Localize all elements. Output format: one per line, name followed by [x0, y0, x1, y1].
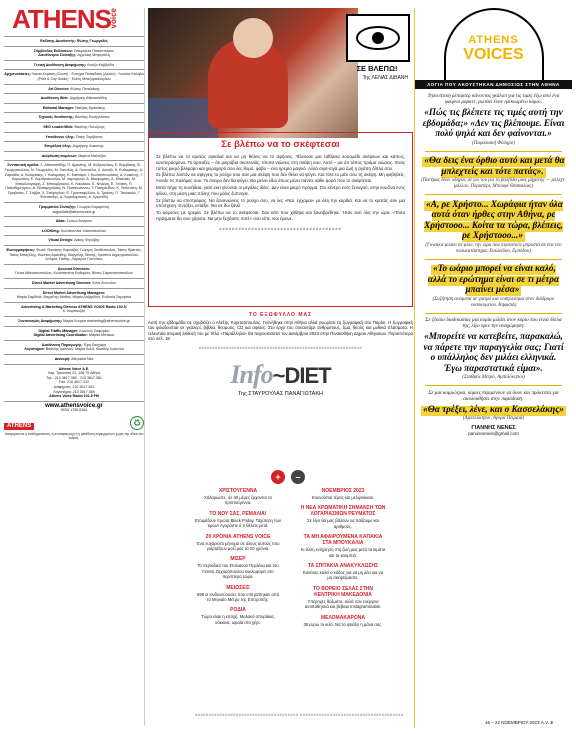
diet-item-text: 38 ευρώ το κιλό. Να τα φτιάξει η μάνα σας.	[303, 621, 383, 627]
masthead	[4, 4, 144, 730]
diet-item-text: Κι άλλη ενόχληση στη ζωή μας μετά τα κιμάτα και τα κουμπιά.	[300, 547, 386, 558]
footer-date: 16 – 22 ΝΟΕΜΒΡΙΟΥ 2023	[485, 720, 540, 725]
diet-item-title: ΤΟ ΒΟΡΕΙΟ ΣΕΛΑΣ ΣΤΗΝ ΚΕΝΤΡΙΚΗ ΜΑΚΕΔΟΝΙΑ	[312, 585, 374, 598]
diet-item-title: ΧΡΙΣΤΟΥΓΕΝΝΑ	[218, 488, 258, 494]
eye-pupil	[372, 32, 384, 44]
masthead-extras	[4, 216, 144, 245]
masthead-role: LOOKimg:	[41, 228, 60, 233]
athens-voices-logo	[444, 8, 544, 80]
photo-figure-head	[233, 18, 273, 58]
masthead-sections	[4, 46, 144, 161]
masthead-section	[4, 69, 144, 83]
diet-item-text: Σε λίγο θα μας βάλουν να παίζουμε και αριθμούς.	[307, 518, 379, 529]
diet-item-title: Η ΝΕΑ ΧΡΩΜΑΤΙΚΗ ΣΗΜΑΝΣΗ ΤΩΝ ΛΟΓΑΡΙΑΣΜΩΝ ΡΕΥΜΑΤΟΣ	[300, 505, 386, 518]
masthead-name: Βασίλης Ευαγγελάτος	[74, 115, 110, 120]
syntaktes-block: Συντακτική ομάδα: Χ. Αθανασιάδης, Π. Αμανίτης, Μ. Ανδρουλάκη, Ε. Βαρβάκης, Β. Γεωργοπούλου, Ν. Γεωργελές, Μ. Γιαννέλη, Δ. Γκουντέλα, Χ. Δανιήλ, Κ. Ευθυμιάκης, Δ. Ζαρκάδα, Α. Καλαμάκης, Ι. Καλομοίρη, Κ. Κατσάρα, Ι. Κωνσταντουλάκη, Α. Κοκκίνης, Γ. Κορωνάκη, Ε. Λαμπροπούλου, Μ. Λαμπρινού, Α. Μαυρομάτη, Α. Μπαλτάς, Μ. Μπουλούγουρη, Ζ. Μπουρζούκου, Κ. Νικολάου, Ε. Ντιλέρη, Ε. Ξενάκη, Π. Παπαδημητρίου, Α. Παπαμιχαλάκη, Ν. Παπαϊωάννου, Τ. Πασχαλίδου, Κ. Πεπελάκη, Μ. Προβατάς, Τ. Σάββα, Χ. Σπύρογλου, Ε. Τριανταφύλλου, Α. Τριάντη, Π. Τσουκαλά, Γ. Φιλιππίδης, Δ. Χαραλάμπους, Α. Χρηστίδη	[4, 160, 144, 202]
diet-item-text: Κανένας καλεί ο κάδος για να μη λέει και να μη σκεφτόμαστε.	[302, 570, 384, 581]
article-title: Σε βλέπω να το σκέφτεσαι	[221, 139, 340, 150]
athens-voice-logo[interactable]	[12, 4, 144, 36]
masthead-extra	[4, 226, 144, 236]
voice-quote	[415, 93, 572, 147]
column-title: ΣΕ ΒΛΕΠΩ!	[356, 64, 398, 73]
masthead-role: Τεχνικός διευθυντής:	[38, 115, 74, 120]
diet-item-text: Χαλαρώστε, σε 40 μέρες έρχονται τα Χριστούγεννα.	[204, 495, 272, 506]
voice-quote	[415, 199, 572, 255]
digital-traffic: Digital Traffic Manager: Κων/νος Ζαφειρίου Digital Advertising Coordinator: Μάρθα Μπάκου	[4, 326, 144, 340]
quote-separator	[425, 194, 562, 195]
account-directors: Account Directors: Γιώτα Αθανασοπούλου, Κωνσταντίνα Ευθυμίου, Βάσω Σαρανταποπούλου	[4, 264, 144, 278]
cover-note-heading: ΤΟ ΕΞΩΦΥΛΛΟ ΜΑΣ	[248, 312, 313, 318]
masthead-role: Visual Design:	[48, 238, 74, 243]
masthead-section	[4, 151, 144, 161]
quote-source: (Παραλιακή Φάληρο)	[472, 140, 515, 146]
diet-item-title: ΡΟΔΙΑ	[230, 607, 246, 614]
se-vlepo-column-head	[342, 14, 412, 82]
masthead-section	[4, 46, 144, 60]
masthead-name: Βασίλης Πολυζώης	[74, 124, 105, 129]
column-divider	[144, 8, 145, 726]
direct-managers: Direct Market Advertising Managers: Μαρία Σαρδελά, Βαγγέλης Μάθας, Μαρία Λαζαρίδου, Ευδοκία Σαμαρίνα	[4, 288, 144, 302]
quote-separator	[425, 385, 562, 386]
masthead-section	[4, 103, 144, 113]
diet-hashbar-right: ######################################	[300, 712, 404, 717]
masthead-section	[4, 60, 144, 70]
masthead-role: Επιμέλεια ύλης:	[44, 144, 72, 149]
info-diet-byline: Της ΣΤΑΥΡΟΥΛΑΣ ΠΑΝΑΓΙΩΤΑΚΗ	[238, 391, 323, 397]
article-box	[148, 132, 413, 307]
masthead-extra	[4, 216, 144, 226]
company-info: Athens Voice Α.Ε. Χαρ. Τρικούπη 22, 106 79 Αθήνα Τηλ.: 210 3617.360 - 210 3617.361 Fax: 210 3617.310 Διαφήμιση: 210 3617.361 Λογιστήριο: 210 3617.369 Athens Voice Radio 102.5 FM	[4, 364, 144, 401]
info-diet-down-column	[300, 488, 386, 632]
voice-quote	[415, 317, 572, 381]
quote-text	[421, 331, 566, 373]
masthead-role: Αρχισυντάκτες:	[4, 72, 31, 77]
up-down-markers	[258, 470, 318, 484]
quote-text	[421, 404, 566, 415]
quote-source: (Πατέρας δίνει οδηγίες σε γιο του για τη βαλβίδα μιας μηχανής — μπλεχτ. μάλλον. Περιστέρι, Μπουφέ Θεσσαλίας)	[421, 178, 566, 189]
page-number: 3	[550, 720, 553, 725]
article-paragraph: Σε βλέπω να επιστρέφεις. Να ξανανιώνεις το ρούχο σου, να λες «Ναι, έρχομαι» με όλη την καρδιά. Και να το κρατάς σαν μια υπόσχεση. Εντάξει, εντάξει. Θα σε δω ξανά.	[156, 197, 405, 209]
badge-row	[4, 416, 144, 430]
masthead-role: Atlas:	[55, 219, 66, 224]
masthead-section	[4, 112, 144, 122]
masthead-role: Διόρθωση κειμένων:	[41, 153, 78, 158]
distribution: Διανομή: Αθηναϊκά Νέα	[4, 354, 144, 364]
diet-item-title: 20 ΧΡΟΝΙΑ ATHENS VOICE	[205, 533, 271, 540]
quote-intro: Σε ζέαλιο διαδικασίας μια κυρία μιλάει στον κύριο που είναι δίπλα της, λίγο πριν την αναχώρηση:	[425, 317, 562, 329]
quote-text-span: «Το ωάριο μπορεί να είναι καλό, αλλά το ερώτημα είναι σε τι μέτρα μπαίνει μέσα»	[427, 263, 560, 294]
masthead-name: Νικήτας Κριτσάκης	[75, 105, 106, 110]
masthead-name: Δημήτρης Κοκκίνης	[72, 144, 104, 149]
quote-text-span: «Πώς τις βλέπετε τις τιμές αυτή την εβδομάδα;» «Δεν τις βλέπουμε. Είναι πολύ ψηλά και δεν φαίνονται.»	[422, 107, 565, 138]
article-paragraph: Σε βλέπω λοιπόν να σφίγγεις το ρούχο σου σαν μια σκέψη που δεν θέλει να φύγει. Και τότε το μάτι σου τη σκέψη. Μη φοβηθείς. Άνοιξε τις παλάμες σου. Το όνειρο δεν θα φύγει. Θα μείνει εδώ όπως μένει πάντα, κάθε φορά που το σκέφτεσαι.	[156, 172, 405, 184]
info-diet-logo: Info~DIET	[230, 360, 331, 389]
quote-source: (Σταθμός Μετρό, Αμπελόκηποι)	[462, 375, 525, 380]
voice-quote	[415, 390, 572, 423]
quote-text-span: «Μπορείτε να κατεβείτε, παρακαλώ, να πάρετε την παραγγελία σας; Γιατί ο υπάλληλος δεν μιλάει ελληνικά. Έγω παραστατικά είμαι».	[423, 331, 564, 373]
quote-text	[421, 107, 566, 139]
masthead-role: Διευθύντρια Σύνταξης:	[38, 53, 77, 58]
masthead-section	[4, 84, 144, 94]
article-paragraph: Το φόρεσες με ηρεμία. Σε βλέπω να το σκέφτεσαι. Σαν κάτι που χάθηκε και ξαναβρέθηκε. Ήταν εκεί όλη την ώρα. «Τόσα πράγματα θα σου χάρισα. Να μην ξεχάσεις ποτέ» σου είπε. Και έμεινε.	[156, 210, 405, 221]
masthead-name: Σταυρούλα Παπασπύρου	[73, 48, 115, 53]
masthead-name: Φώτης Πεπελάκης	[70, 86, 100, 91]
athens-voices-column	[414, 8, 572, 728]
info-diet-header	[148, 362, 413, 397]
quote-source: (Συζήτηση ανάμεσα σε γιατρό και νοσηλεύτρια στον διάδρομο νοσοκομείου. Κηφισιά)	[432, 296, 555, 308]
quote-text-span: «Α, ρε Χρήστο... Χωράφια ήταν όλα αυτά όταν ήρθες στην Αθήνα, ρε Χρήστοοο... Κοίτα τα τώρα, βλέπεις, ρε Χρήστοοο...»	[424, 198, 563, 240]
masthead-extra	[4, 235, 144, 245]
cover-note	[148, 312, 413, 350]
voices-logo-voices: VOICES	[463, 46, 524, 63]
quote-separator	[425, 313, 562, 314]
article-hashline: ######################################	[219, 225, 342, 231]
article-paragraph: Μετά πήρε τη συνήθεια, γιατί εκεί γίνονται οι μεγάλες ιδέες. Δεν είναι μικρό πράγμα. Στο κέντρο ενός ξεναγού, στην κουζίνα ενός φίλου, στη μέση μιας πόλης που μόλις ξύπνησε.	[156, 184, 405, 196]
article-photo	[148, 8, 358, 138]
quote-text-span: «Θα δεις ένα όρθιο αυτό και μετά θα μπλεχτείς και τότε πατάς».	[424, 155, 565, 176]
recycle-icon: ♻	[130, 416, 144, 430]
masthead-name: Τάκης Σκρίβανος	[75, 134, 103, 139]
quote-intro: Τηλεοπτική ρεπόρτερ κάνοντας γκάλοπ για τις τιμές έξω από ένα φούρνο μαρκετ, ρωτάει έναν ηλικιωμένο κύριο:	[427, 93, 560, 105]
footer-abbr: A.V.	[540, 720, 549, 725]
diet-hashbar-left: ######################################	[195, 712, 299, 717]
quote-text	[421, 199, 566, 241]
article-paragraph: Σε βλέπω να το κρατάς αγκαλιά και να μη θέλεις να το αφήσεις. Τέλειωσε μια ταΐθρεια λουομάδι σκέψεων και κάπως, ανυπεράσμενα. Το άρπαξες – ότι μικρόβια σκοτεινιάς, τίποτα νιώσεις στη σκέψη σου. Αυτό – μα ότι τάπος πράμα νιώσεις. Ένας τύπος μικρό βλέφαρο και χειροχειρό σου λες θυμό, φόβο – ένα ηρεμία μαγικό. Αλλά σιγά-σιγά μια ζωή η αγάπη δίπλα σου.	[156, 154, 405, 171]
thumb-down-icon: –	[291, 470, 305, 484]
masthead-name: Δάκης Ψηλόβης	[74, 238, 100, 243]
voice-quote	[415, 155, 572, 190]
diet-item-text: Κουνούπια τέρας και μελιγκόκαιο.	[311, 495, 375, 500]
diet-item-title: ΝΟΕΜΒΡΙΟΣ 2023	[321, 488, 365, 494]
masthead-name: Σώτων Αναγνου	[66, 219, 93, 224]
diet-item-title: ΤΟ ΝΟΥ ΣΑΣ, ΡΕΜΑΛΙΑ!	[209, 510, 267, 517]
diet-item-title: ΜΙΣΕΡ	[230, 556, 246, 563]
masthead-name: Δημήτρης Αθανασιάδης	[69, 96, 108, 101]
diet-item-title: ΤΑ ΣΠΙΤΑΚΙΑ ΑΝΑΚΥΚΛΩΣΗΣ	[307, 563, 379, 570]
info-diet-up-column	[195, 488, 281, 630]
quote-separator	[425, 151, 562, 152]
logo-text: ATHENS	[12, 4, 111, 34]
masthead-name: Λουίζα Καββαδία	[87, 62, 115, 67]
diet-item-title: ΜΕΙΩΣΕΙΣ	[226, 584, 250, 591]
masthead-section	[4, 93, 144, 103]
voices-email[interactable]: panosneneis@gmail.com	[468, 431, 519, 436]
thumb-up-icon: +	[271, 470, 285, 484]
logo-voice: voice	[108, 8, 118, 29]
diet-item-text: Ετοιμάζουν πρώτα Black Friday. Ταχύτερη των τιμών! Αγοράστε ό,τι θέλετε μετά.	[195, 517, 281, 529]
diet-item-text: Το περιοδικό του Στυλιανού Περλέκα και του Γιάννη Ζαχαρόπουλου κυκλοφορεί στο περίπτερο τώρα.	[197, 563, 279, 580]
diet-item-text: 598 οι κινδυνεύουσες που επιτράπηκαν από το Μηνιαίο Μέτρο της Επιτροπής.	[196, 591, 280, 603]
diet-item-text: Ένα ευχάριστο μήνυμα σε όλους αυτούς που γιορτάζουν μαζί μας τα 20 χρόνια.	[196, 540, 280, 552]
page-footer	[485, 720, 553, 725]
quote-source: (Γυναίκα μιλάει σε φίλο, την ώρα που περπατούν μπροστά σε ένα νέο πολυκατάστημα. Ευκλείδου, Εμπέδου)	[425, 242, 562, 254]
masthead-role: Editorial Manager:	[42, 105, 75, 110]
cover-note-hashbar: ############################################################	[198, 344, 363, 350]
athens-small-badge: ATHENS	[4, 423, 34, 430]
masthead-name: Κωνσταντίνα Χιλιανοπούλου	[60, 228, 107, 233]
diet-item-text: Υπέροχες θεάματα, αλλά σαν ενέργεια αντιπαθητικά και βέβαια Instagrammable.	[304, 598, 382, 610]
publisher-line: Εκδότης-Διευθυντής: Φώτης Γεωργελές	[4, 36, 144, 46]
diet-item-text: Τώρα είναι η εποχή. Μαλακό σποράκια, κόκκινα, ωραία στο χέρι.	[201, 614, 275, 625]
masthead-name: Μαρίνα Μαλτέζου	[78, 153, 107, 158]
quote-separator	[425, 259, 562, 260]
quote-text-span: «Θα τρέξει, λένε, και ο Κασσελάκης»	[423, 403, 564, 414]
masthead-role: Σύμβουλος Εκδόσεων:	[33, 48, 73, 53]
production: Διεύθυνση Παραγωγής: Έφη Θεοχάρη Λογιστήριο: Βασίλης Ιωάννου, Μαρία Κουλ, Βασίλης Ιωάννου	[4, 340, 144, 354]
cover-note-body: Αυτή την εβδομάδα σε σχεδιάζει ο Αλέξης Κυριτσόπουλος. Γεννήθηκε στην Αθήνα αλλά γνωρίσει τη ζωγραφική στο Παρίσι. Η ζωγραφική του φιλοξενείται σε γκαλερί, βιβλία, θεσμούς, CD και αφίσες. Στο έργο του συναντάμε ανθρώπους, ζώα, θεούς και μυθικά πλάσματα. Η τελευταία ατομική έκθεσή του με τίτλο «Παράλληλα» θα παρουσιαστεί τον Δεκέμβριο 2023 στην Πινακοθήκη Δήμου Αθηναίων. Περισσότερα στο σελ. 18	[148, 320, 413, 342]
grammateia: Γραμματεία Σύνταξης: Γεωργία Καραμπίνη avgoulidis@athensvoice.gr	[4, 202, 144, 216]
quote-intro: Σε μια κομμώτρια, κύριες περιμένουν να δουν και πρόκειται για ακολουθήσει στην παράδοση:	[428, 389, 559, 402]
voices-logo-athens: ATHENS	[468, 34, 519, 46]
masthead-section	[4, 122, 144, 132]
column-byline: Της ΛΕΝΑΣ ΔΙΒΑΝΗ	[362, 75, 408, 81]
diet-item-title: ΜΕΛΟΜΑΚΑΡΟΝΑ	[320, 614, 366, 621]
photo-credits: Φωτογραφήσεις: Φωτό: Θανάσης Καρατζάς, Γιώργος Σταθόπουλος, Τάσος Βρεττός, Τάσος Μπαζέλης, Κώστας Αμανίδης, Βαγγέλης Τάτσης, Χριστίνα Δημητροπούλου, Σπύρος Στάθης, Λάμπρος Γιαννάτος	[4, 245, 144, 264]
site-link[interactable]: www.athensvoice.gr	[45, 402, 103, 409]
quote-source: (Αμπελόκηποι, Αγορά Πειραιά)	[462, 416, 525, 421]
masthead-section	[4, 141, 144, 151]
masthead-section	[4, 132, 144, 142]
masthead-role: Διεύθυνση Web:	[40, 96, 69, 101]
masthead-role: Υπεύθυνος ύλης:	[45, 134, 75, 139]
quote-text	[421, 263, 566, 295]
site-info: www.athensvoice.gr ISSN 1790-6164 ATHENS ♻ Απαγορεύεται η αναδημοσίευση, η αναπαραγωγή ή η μετάδοση περιεχομένου χωρίς την άδεια του εκδότη.	[4, 402, 144, 440]
masthead-role: SEO Leader/Web:	[43, 124, 74, 129]
direct-market: Direct Market Advertising Director: Άννα Αντωνίου	[4, 278, 144, 288]
eye-logo-box	[346, 14, 410, 62]
voices-quotes	[415, 93, 572, 422]
masthead-name: Αγγελική Μπιρμπίλη	[77, 53, 110, 58]
eye-icon	[356, 26, 400, 50]
masthead-name: Λιανιά Κυρίτση (Cover) · Ευτυχία Παπαδάκη (Δελτίο) · Λουκάς Καλύβα (Print & City Guide) · Ελένη Μπεζαμπάλογλου	[31, 72, 144, 81]
voices-author: ΓΙΑΝΝΗΣ ΝΕΝΕΣ	[471, 425, 516, 431]
masthead-role: Art Director:	[48, 86, 70, 91]
voices-strip: ΛΟΓΙΑ ΠΟΥ ΑΚΟΥΣΤΗΚΑΝ ΔΗΜΟΣΙΩΣ ΣΤΗΝ ΑΘΗΝΑ	[415, 80, 572, 89]
advertising: Advertising & Marketing Director ATHENS VOICE Radio 102.5: Κ. Καρπουζάς	[4, 302, 144, 316]
voice-quote	[415, 263, 572, 309]
article-body	[156, 154, 405, 222]
diet-item-title: ΤΑ ΜΗ ΑΦΑΙΡΟΥΜΕΝΑ ΚΑΠΑΚΙΑ ΣΤΑ ΜΠΟΥΚΑΛΙΑ	[303, 534, 383, 547]
quote-text	[421, 155, 566, 176]
syntonismos: Συντονισμός Διαφήμισης: Μαρία Κουράτ marketing@athensvoice.gr	[4, 316, 144, 326]
masthead-role: Γενική Διεύθυνση Διαφήμισης:	[33, 62, 87, 67]
